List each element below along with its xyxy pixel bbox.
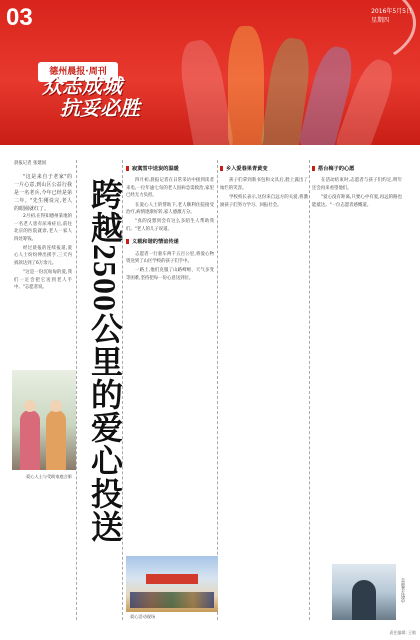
family-photo xyxy=(12,370,76,470)
section-heading: 寂寞雪中送炭的温暖 xyxy=(126,166,214,173)
volunteer-photo xyxy=(332,564,396,620)
page-weekday-line: 星期四 xyxy=(371,17,390,24)
article-paragraph: 四月初,晨报记者在日常采访中接到读者来电,一位年逾七旬的老人因病急需救治,家里已经无力负担。 xyxy=(126,178,214,199)
article-paragraph: 一路上,他们克服了山路崎岖、天气多变等困难,坚持把每一份心意送到位。 xyxy=(126,268,214,281)
article-paragraph: 在爱心人士的帮助下,老人顺利住院接受治疗,病情逐渐好转,家人感激万分。 xyxy=(126,202,214,216)
byline: 晨报记者 张建国 xyxy=(14,161,47,166)
column-divider xyxy=(217,160,218,620)
column-divider xyxy=(309,160,310,620)
photo-caption: 志愿者在途中 xyxy=(401,578,406,604)
photo-red-banner xyxy=(146,574,198,584)
article-paragraph: 学校校长表示,这份来自远方的关爱,将激励孩子们努力学习、回报社会。 xyxy=(220,195,308,208)
section-heading: 义载和谐的情谊传递 xyxy=(126,239,214,246)
article-column-4 xyxy=(312,160,402,550)
lead-column xyxy=(14,160,72,293)
article-paragraph: "爱心没有距离,只要心中有爱,再远的路也能抵达。"一位志愿者感慨道。 xyxy=(312,195,402,208)
section-heading: 乡入爱春果青黄变 xyxy=(220,166,308,173)
page-date-line: 2016年5月5日 xyxy=(371,8,412,15)
photo-caption: 爱心活动现场 xyxy=(130,614,156,619)
article-paragraph: 孩子们拿到新书包和文具后,脸上露出了灿烂的笑容。 xyxy=(220,178,308,191)
masthead-logo: 德州晨报·周刊 xyxy=(38,62,118,82)
event-photo xyxy=(126,556,218,612)
photo-face xyxy=(50,400,62,412)
page-number: 03 xyxy=(6,4,33,31)
lead-paragraph: "这是来自于老家"的一片心意,到山区公益行我是一名老兵,今年已经是第二年。"先生刚说完,老人的眼圈就红了。 xyxy=(14,174,72,213)
article-paragraph: 在活动结束时,志愿者与孩子们约定,明年还会再来看望他们。 xyxy=(312,178,402,191)
article-column-3 xyxy=(220,160,308,610)
photo-person xyxy=(46,410,66,470)
lead-column-paragraph: 经过晨报的连续报道,爱心人士纷纷伸出援手,三天内捐款达到了6万余元。 xyxy=(14,246,72,266)
column-divider xyxy=(122,160,123,620)
photo-crowd xyxy=(130,592,214,608)
raised-hand-graphic xyxy=(176,37,234,145)
article-column-2 xyxy=(126,160,214,550)
section-heading: 搭台梅子的心愿 xyxy=(312,166,402,173)
slogan-line-2: 抗妥必胜 xyxy=(60,98,140,120)
photo-person xyxy=(20,410,40,470)
article-paragraph: 志愿者一行驱车两千五百公里,将爱心物资送到了山区学校的孩子们手中。 xyxy=(126,251,214,265)
editor-credit: 责任编辑: 王敏 xyxy=(389,630,416,635)
article-paragraph: "真的没想到会有这么多陌生人帮助我们。"老人的儿子说道。 xyxy=(126,219,214,232)
article-headline: 跨越2500公里的爱心投送 xyxy=(87,178,123,543)
photo-person xyxy=(352,580,376,620)
column-divider xyxy=(76,160,77,620)
photo-caption: 爱心人士与受助家庭合影 xyxy=(26,474,73,479)
slogan-line-1: 众志成城 xyxy=(42,76,122,98)
header-banner xyxy=(0,0,420,145)
banner-slogan xyxy=(42,76,140,120)
page-date xyxy=(371,6,412,24)
raised-hand-graphic xyxy=(228,26,264,145)
lead-column-paragraph: 2月初,在得知德州某地的一名老人患有尿毒症后,前往北京的医院就诊,老人一家人四处筹钱。 xyxy=(14,214,72,242)
lead-column-paragraph: "这是一份沉甸甸的爱,我们一定会把它送到老人手中。"志愿者说。 xyxy=(14,270,72,291)
photo-face xyxy=(24,400,36,412)
